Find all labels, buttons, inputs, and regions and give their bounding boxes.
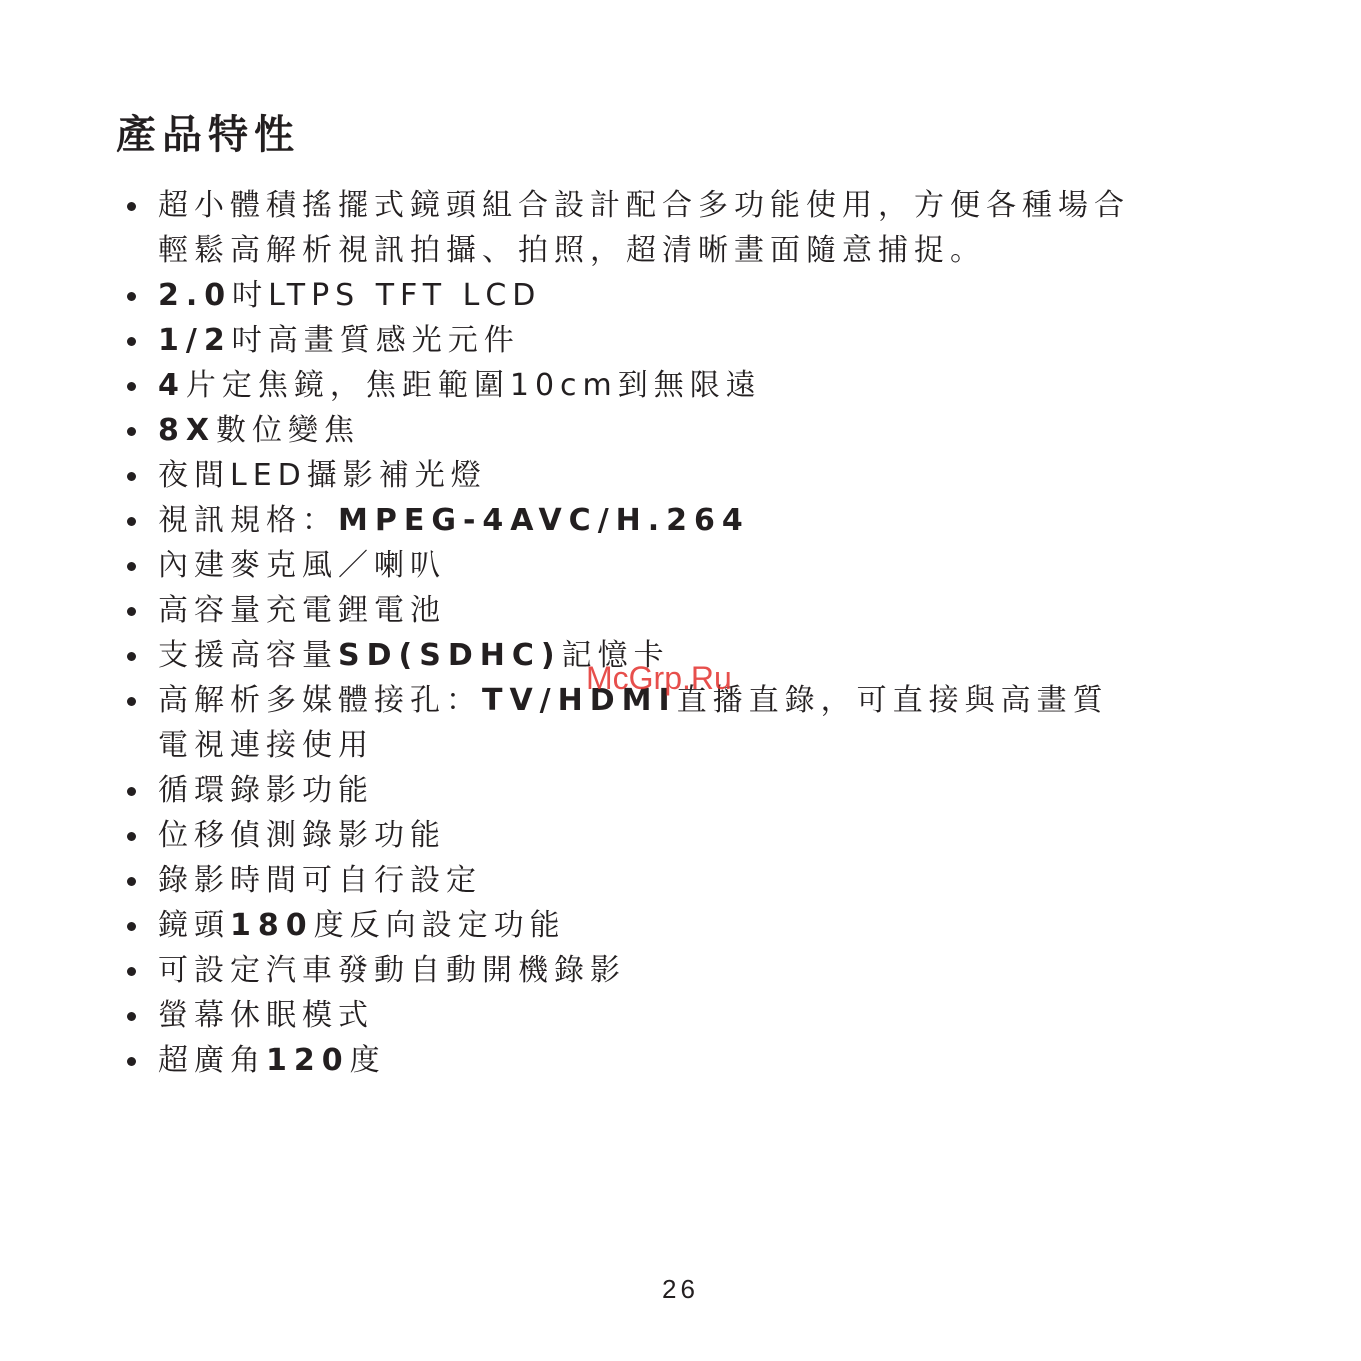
feature-item <box>116 408 1256 453</box>
feature-item <box>116 498 1256 543</box>
feature-text: 可設定汽車發動自動開機錄影 <box>158 953 626 988</box>
feature-emphasis: 8X <box>158 413 217 448</box>
feature-list <box>116 183 1256 1083</box>
feature-item <box>116 903 1256 948</box>
feature-prefix: 視訊規格： <box>158 503 338 538</box>
feature-text: 內建麥克風／喇叭 <box>158 548 446 583</box>
page-title: 產品特性 <box>116 112 300 158</box>
feature-item <box>116 993 1256 1038</box>
feature-item <box>116 813 1256 858</box>
feature-prefix: 鏡頭 <box>158 908 230 943</box>
feature-item <box>116 318 1256 363</box>
feature-item <box>116 1038 1256 1083</box>
feature-text: 錄影時間可自行設定 <box>158 863 482 898</box>
feature-text: 高容量充電鋰電池 <box>158 593 446 628</box>
feature-emphasis: SD(SDHC) <box>338 638 562 673</box>
feature-emphasis: 180 <box>230 908 314 943</box>
feature-text: 位移偵測錄影功能 <box>158 818 446 853</box>
feature-emphasis: 4 <box>158 368 186 403</box>
feature-emphasis: TV/HDMI <box>482 683 677 718</box>
feature-prefix: 超廣角 <box>158 1043 266 1078</box>
feature-item <box>116 543 1256 588</box>
feature-text: 記憶卡 <box>561 638 670 673</box>
feature-item <box>116 363 1256 408</box>
feature-item <box>116 588 1256 633</box>
feature-item <box>116 453 1256 498</box>
feature-item <box>116 858 1256 903</box>
feature-text: 超小體積搖擺式鏡頭組合設計配合多功能使用，方便各種場合 輕鬆高解析視訊拍攝、拍照，超清晰畫面隨意捕捉。 <box>158 188 1130 268</box>
feature-text: 螢幕休眠模式 <box>158 998 374 1033</box>
feature-text: 片定焦鏡，焦距範圍10cm到無限遠 <box>185 368 762 403</box>
feature-emphasis: 1/2 <box>158 323 232 358</box>
feature-text: 度 <box>349 1043 386 1078</box>
watermark: McGrp.Ru <box>586 660 732 696</box>
feature-item <box>116 183 1256 273</box>
feature-prefix: 支援高容量 <box>158 638 338 673</box>
feature-item <box>116 948 1256 993</box>
feature-text: 循環錄影功能 <box>158 773 374 808</box>
feature-text: 夜間LED攝影補光燈 <box>158 458 487 493</box>
feature-item <box>116 768 1256 813</box>
page-number: 26 <box>662 1274 699 1304</box>
feature-item <box>116 273 1256 318</box>
feature-text: 吋高畫質感光元件 <box>231 323 520 358</box>
feature-text: 吋LTPS TFT LCD <box>232 278 542 313</box>
feature-emphasis: 120 <box>266 1043 350 1078</box>
feature-text: 數位變焦 <box>216 413 361 448</box>
feature-emphasis: MPEG-4AVC/H.264 <box>338 503 750 538</box>
feature-text: 度反向設定功能 <box>313 908 566 943</box>
feature-text: 直播直錄，可直接與高畫質 電視連接使用 <box>158 683 1109 763</box>
feature-emphasis: 2.0 <box>158 278 233 313</box>
feature-prefix: 高解析多媒體接孔： <box>158 683 482 718</box>
